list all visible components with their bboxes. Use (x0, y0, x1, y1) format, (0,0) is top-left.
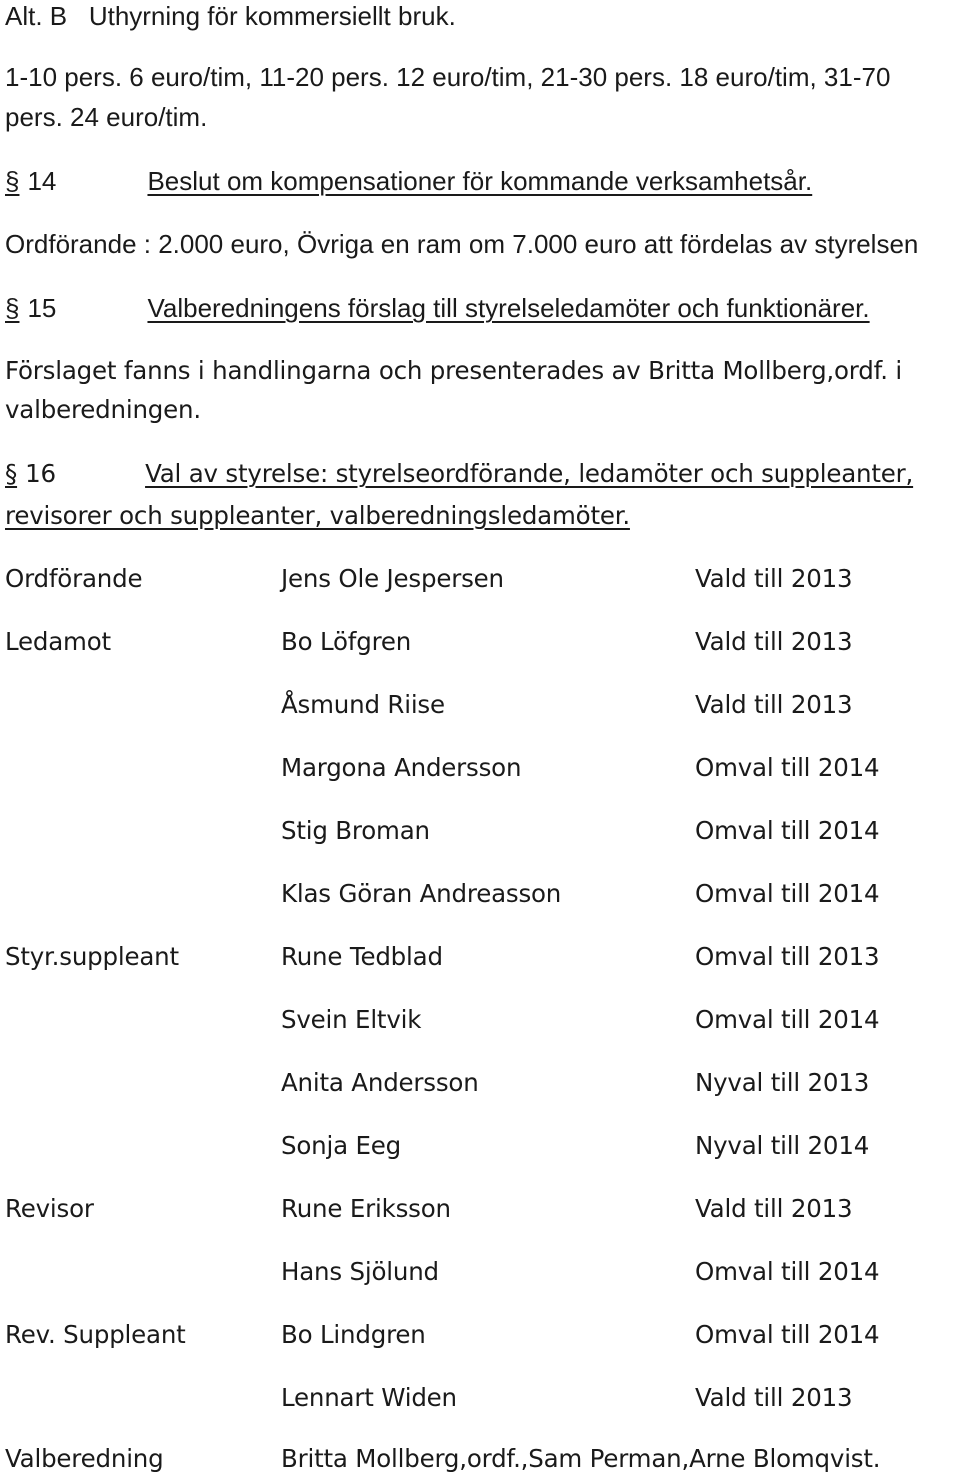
table-row (0, 751, 960, 785)
section-title: Valberedningens förslag till styrelseledamöter och funktionärer. (147, 293, 870, 323)
pricing-line-1: 1-10 pers. 6 euro/tim, 11-20 pers. 12 euro/tim, 21-30 pers. 18 euro/tim, 31-70 (5, 62, 891, 92)
table-row (0, 1003, 960, 1037)
name-cell: Rune Tedblad (281, 942, 443, 971)
role-cell: Valberedning (5, 1444, 164, 1473)
name-cell: Jens Ole Jespersen (281, 564, 504, 593)
term-cell: Vald till 2013 (695, 564, 853, 593)
table-row (0, 814, 960, 848)
table-row (0, 1255, 960, 1289)
term-cell: Vald till 2013 (695, 1383, 853, 1412)
term-cell: Vald till 2013 (695, 1194, 853, 1223)
section-15-heading (5, 292, 870, 324)
name-cell: Bo Löfgren (281, 627, 412, 656)
role-cell: Ledamot (5, 627, 111, 656)
name-cell: Sonja Eeg (281, 1131, 401, 1160)
section-16-heading-line-2: revisorer och suppleanter, valberedningsledamöter. (5, 501, 630, 530)
table-row (0, 1066, 960, 1100)
table-row (0, 1381, 960, 1415)
section-14-heading (5, 165, 812, 197)
term-cell: Omval till 2014 (695, 816, 880, 845)
name-cell: Bo Lindgren (281, 1320, 426, 1349)
term-cell: Vald till 2013 (695, 627, 853, 656)
section-number: 15 (27, 293, 57, 323)
section-symbol: § (5, 459, 18, 488)
section-16-heading (5, 458, 913, 490)
term-cell: Nyval till 2013 (695, 1068, 870, 1097)
name-cell: Anita Andersson (281, 1068, 479, 1097)
alt-b-heading (5, 0, 456, 32)
name-cell: Åsmund Riise (281, 690, 445, 719)
name-cell: Hans Sjölund (281, 1257, 439, 1286)
term-cell: Omval till 2014 (695, 1005, 880, 1034)
table-row (0, 1192, 960, 1226)
section-14-body: Ordförande : 2.000 euro, Övriga en ram om 7.000 euro att fördelas av styrelsen (5, 229, 919, 259)
role-cell: Rev. Suppleant (5, 1320, 186, 1349)
name-cell: Stig Broman (281, 816, 430, 845)
section-symbol: § (5, 166, 20, 196)
alt-text: Uthyrning för kommersiellt bruk. (88, 1, 456, 31)
alt-label: Alt. B (5, 1, 68, 31)
pricing-line-2: pers. 24 euro/tim. (5, 102, 208, 132)
table-row (0, 1442, 960, 1476)
name-cell: Rune Eriksson (281, 1194, 451, 1223)
name-cell: Margona Andersson (281, 753, 522, 782)
section-number: 14 (27, 166, 57, 196)
section-title: Val av styrelse: styrelseordförande, ledamöter och suppleanter, (145, 459, 914, 488)
table-row (0, 877, 960, 911)
term-cell: Omval till 2014 (695, 1257, 880, 1286)
term-cell: Omval till 2014 (695, 1320, 880, 1349)
section-15-body-line-2: valberedningen. (5, 395, 201, 424)
term-cell: Nyval till 2014 (695, 1131, 870, 1160)
role-cell: Styr.suppleant (5, 942, 179, 971)
section-15-body-line-1: Förslaget fanns i handlingarna och presenterades av Britta Mollberg,ordf. i (5, 356, 903, 385)
term-cell: Omval till 2013 (695, 942, 880, 971)
table-row (0, 625, 960, 659)
table-row (0, 688, 960, 722)
name-cell: Britta Mollberg,ordf.,Sam Perman,Arne Blomqvist. (281, 1444, 881, 1473)
table-row (0, 940, 960, 974)
table-row (0, 1129, 960, 1163)
term-cell: Omval till 2014 (695, 879, 880, 908)
term-cell: Omval till 2014 (695, 753, 880, 782)
section-title: Beslut om kompensationer för kommande verksamhetsår. (147, 166, 813, 196)
role-cell: Ordförande (5, 564, 143, 593)
role-cell: Revisor (5, 1194, 94, 1223)
term-cell: Vald till 2013 (695, 690, 853, 719)
name-cell: Klas Göran Andreasson (281, 879, 562, 908)
name-cell: Svein Eltvik (281, 1005, 422, 1034)
table-row (0, 1318, 960, 1352)
section-symbol: § (5, 293, 20, 323)
section-number: 16 (25, 459, 56, 488)
table-row (0, 562, 960, 596)
name-cell: Lennart Widen (281, 1383, 457, 1412)
